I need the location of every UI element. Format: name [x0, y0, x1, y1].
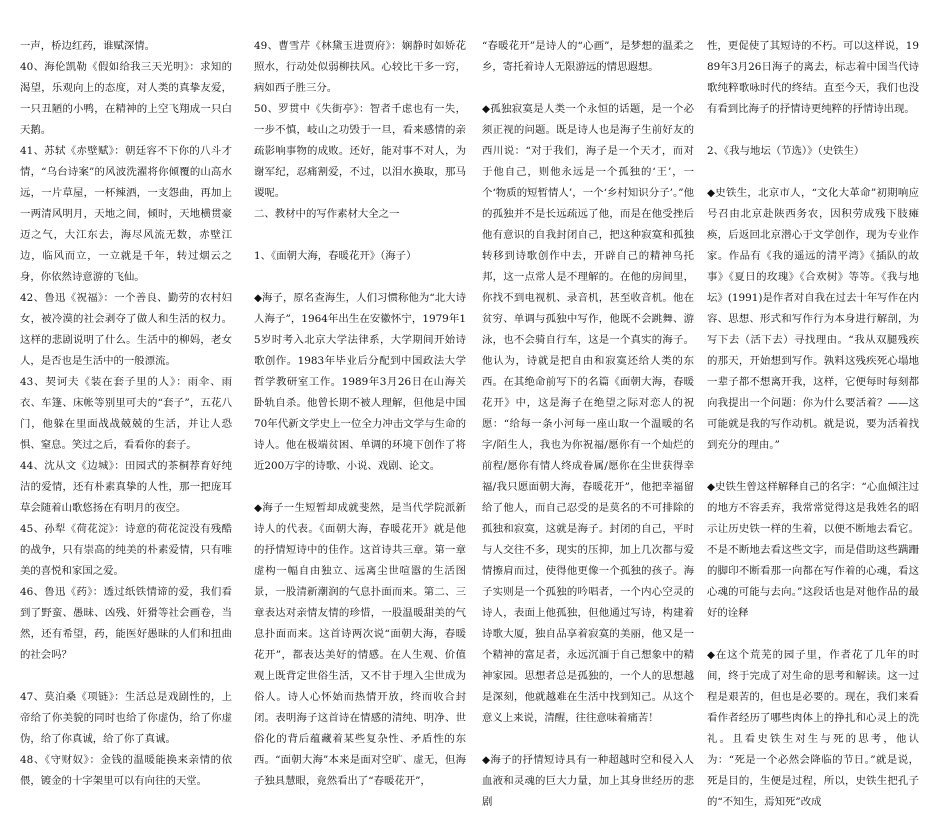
paragraph: 50、罗贯中《失街亭》：智者千虑也有一失，一步不慎，岐山之功毁于一旦，看来感情的亲疏影响事物的成败。还好，能对事不对人，为谢军纪，忍痛割爱，不过，以泪水换取，那马谡呢。	[254, 103, 466, 199]
paragraph: 一声，桥边红药，谁赋深情。	[20, 40, 156, 52]
paragraph: 1、《面朝大海，春暖花开》（海子）	[254, 250, 417, 262]
paragraph: ◆史铁生，北京市人，“文化大革命”初期响应号召由北京赴陕西务农，因积劳成残下肢瘫痪，后返回北京潜心于文学创作，现为专业作家。作品有《我的遥远的清平湾》《插队的故事》《夏日的玫瑰》《合欢树》等等。《我与地坛》(1991)是作者对自我在过去十年写作在内容、思想、形式和写作行为本身进行解剖，为写下去（活下去）寻找理由。“我从双腿残疾的那天，开始想到写作。孰料这残疾死心塌地一辈子都不想离开我，这样，它便每时每刻都向我提出一个问题：你为什么要活着？——这可能就是我的写作动机。就是说，要为活着找到充分的理由。”	[707, 187, 919, 451]
paragraph: 二、教材中的写作素材大全之一	[254, 208, 400, 220]
paragraph: 42、鲁迅《祝福》：一个善良、勤劳的农村妇女，被冷漠的社会剥夺了做人和生活的权力。这样的悲剧说明了什么。生活中的柳妈，老女人，是否也是生活中的一般漂流。	[20, 292, 232, 367]
paragraph: 41、苏轼《赤壁赋》：朝廷容不下你的八斗才情，“乌台诗案”的风波洗濯将你倾覆的山高水远，一片草屋，一杯辣酒，一支怨曲，再加上一两清风明月，天地之间，倾时，天地横贯豪迈之气，大江东去，海尽风流无数，赤壁江边，临风而立，一立就是千年，转过烟云之身，你依然诗意游的飞仙。	[20, 145, 232, 283]
paragraph: 44、沈从文《边城》：田园式的茶桐荐育好纯洁的爱情，还有朴素真挚的人性，那一把庞耳草会随着山歌悠扬在有明月的夜空。	[20, 460, 232, 514]
paragraph: ◆海子一生短暂却成就斐然，是当代学院派新诗人的代表。《面朝大海，春暖花开》就是他的抒情短诗中的佳作。这首诗共三章。第一章虚构一幅自由独立、远离尘世喧嚣的生活图景，一股清新潮润的气息扑面而来。第二、三章表达对亲情友情的珍惜，一股温暖甜美的气息扑面而来。这首诗两次说“面朝大海，春暖花开”，都表达美好的情感。在人生观、价值观上既背定世俗生活，又不甘于埋入尘世成为俗人。诗人心怀始而热情开放，终而收合封闭。表明海子这首诗在情感的清纯、明净、世俗化的背后蕴藏着某些复杂性、矛盾性的东西。“面朝大海”本来是面对空旷、虚无，但海子独具慧眼，竟然看出了“春暖花开”，	[254, 502, 466, 787]
paragraph: 47、莫泊桑《项链》：生活总是戏剧性的，上帝给了你美貌的同时也给了你虚伪，给了你虚伪，给了你真诚，给了你了真诚。	[20, 691, 232, 745]
text-column-2	[254, 36, 466, 787]
paragraph: ◆孤独寂寞是人类一个永恒的话题，是一个必须正视的问题。既是诗人也是海子生前好友的西川说：“对于我们，海子是一个天才，而对于他自己，则他永远是一个孤独的‘王’，一个‘物质的短暂情人’，一个‘乡村知识分子’。”他的孤独并不是长远疏远了他，而是在他受挫后他有意识的自我封闭自己，把这种寂寞和孤独转移到诗歌创作中去，开辟自己的精神乌托邦，这一点常人是不理解的。在他的房间里，你找不到电视机、录音机，甚至收音机。他在贫穷、单调与孤独中写作，他既不会跳舞、游泳，也不会骑自行车，这是一个真实的海子。他认为，诗就是把自由和寂寞还给人类的东西。在其绝命前写下的名篇《面朝大海，春暖花开》中，这是海子在绝望之际对恋人的祝愿：“给每一条小河每一座山取一个温暖的名字/陌生人，我也为你祝福/愿你有一个灿烂的前程/愿你有情人终成眷属/愿你在尘世获得幸福/我只愿面朝大海，春暖花开”，他把幸福留给了他人，而自己忍受的是莫名的不可排除的孤独和寂寞，这就是海子。封闭的自己，平时与人交往不多，现实的压抑，加上几次都与爱情擦肩而过，使得他更像一个孤独的孩子。海子实则是一个孤独的吟唱者，一个内心空灵的诗人，表面上他孤独，但他通过写诗，构建着诗歌大厦，独自品享着寂寞的美丽，他又是一个精神的富足者，永远沉湎于自己想象中的精神家园。思想者总是孤独的，一个人的思想越是深刻，他就越难在生活中找到知己。从这个意义上来说，清醒，往往意味着痛苦！	[482, 103, 694, 724]
paragraph: ◆史铁生曾这样解释自己的名字：“心血倾注过的地方不容丢弃，我常常觉得这是我姓名的昭示让历史铁一样的生着，以便不断地去看它。不是不断地去看这些文字，而是借助这些蹒跚的脚印不断看那一向都在写作着的心魂，看这心魂的可能与去向。”这段话也是对他作品的最好的诠释	[707, 481, 919, 619]
paragraph: 性，更促使了其短诗的不朽。可以这样说，1989年3月26日海子的离去，标志着中国当代诗歌纯粹歌咏时代的终结。直至今天，我们也没有看到比海子的抒情诗更纯粹的抒情诗出现。	[707, 40, 919, 115]
text-column-1	[20, 36, 232, 787]
paragraph: 45、孙犁《荷花淀》：诗意的荷花淀没有残酷的战争，只有崇高的纯美的朴素爱情，只有唯美的喜悦和家国之爱。	[20, 523, 232, 577]
paragraph: ◆海子，原名查海生，人们习惯称他为“北大诗人海子”，1964年出生在安徽怀宁，1979年15岁时考入北京大学法律系，大学期间开始诗歌创作。1983年毕业后分配到中国政法大学哲学教研室工作。1989年3月26日在山海关卧轨自杀。他曾长期不被人理解，但他是中国70年代新文学史上一位全力冲击文学与生命的诗人。他在极端贫困、单调的环境下创作了将近200万字的诗歌、小说、戏剧、论文。	[254, 292, 466, 472]
paragraph: “春暖花开”是诗人的“心画”，是梦想的温柔之乡，寄托着诗人无限游远的情思遐想。	[482, 40, 694, 73]
paragraph: ◆在这个荒芜的园子里，作者花了几年的时间，终于完成了对生命的思考和解读。这一过程是艰苦的，但也是必要的。现在，我们来看看作者经历了哪些肉体上的挣扎和心灵上的洗礼。且看史铁生对生与死的思考，他认为：“死是一个必然会降临的节日。”就是说，死是目的，生便是过程，所以，史铁生把孔子的“不知生，焉知死”改成	[707, 649, 919, 808]
paragraph: 43、契诃夫《装在套子里的人》：雨伞、雨衣、车篷、床帐等别里可夫的“套子”，五花八门，他躲在里面战战兢兢的生活，并让人恐惧、窒息。笑过之后，看看你的套子。	[20, 376, 232, 451]
paragraph: 46、鲁迅《药》：透过纸铁情谛的爱，我们看到了野蛮、愚昧、凶残、奸猾等社会画卷，当然，还有希望，药，能医好愚昧的人们和扭曲的社会吗？	[20, 586, 232, 661]
paragraph: 2、《我与地坛（节选）》（史铁生）	[707, 145, 865, 157]
text-column-3	[482, 36, 694, 808]
text-column-4	[707, 36, 919, 808]
paragraph: ◆海子的抒情短诗具有一种超越时空和侵入人血液和灵魂的巨大力量，加上其身世经历的悲剧	[482, 754, 694, 808]
paragraph: 49、曹雪芹《林黛玉进贾府》：娴静时如娇花照水，行动处似弱柳扶风。心较比干多一窍，病如西子胜三分。	[254, 40, 466, 94]
paragraph: 40、海伦凯勒《假如给我三天光明》：求知的渴望，乐观向上的态度，对人类的真挚友爱，一只丑陋的小鸭，在精神的上空飞翔成一只白天鹅。	[20, 61, 232, 136]
paragraph: 48、《守财奴》：金钱的温暖能换来亲情的依偎，镀金的十字架里可以有向往的天堂。	[20, 754, 232, 787]
